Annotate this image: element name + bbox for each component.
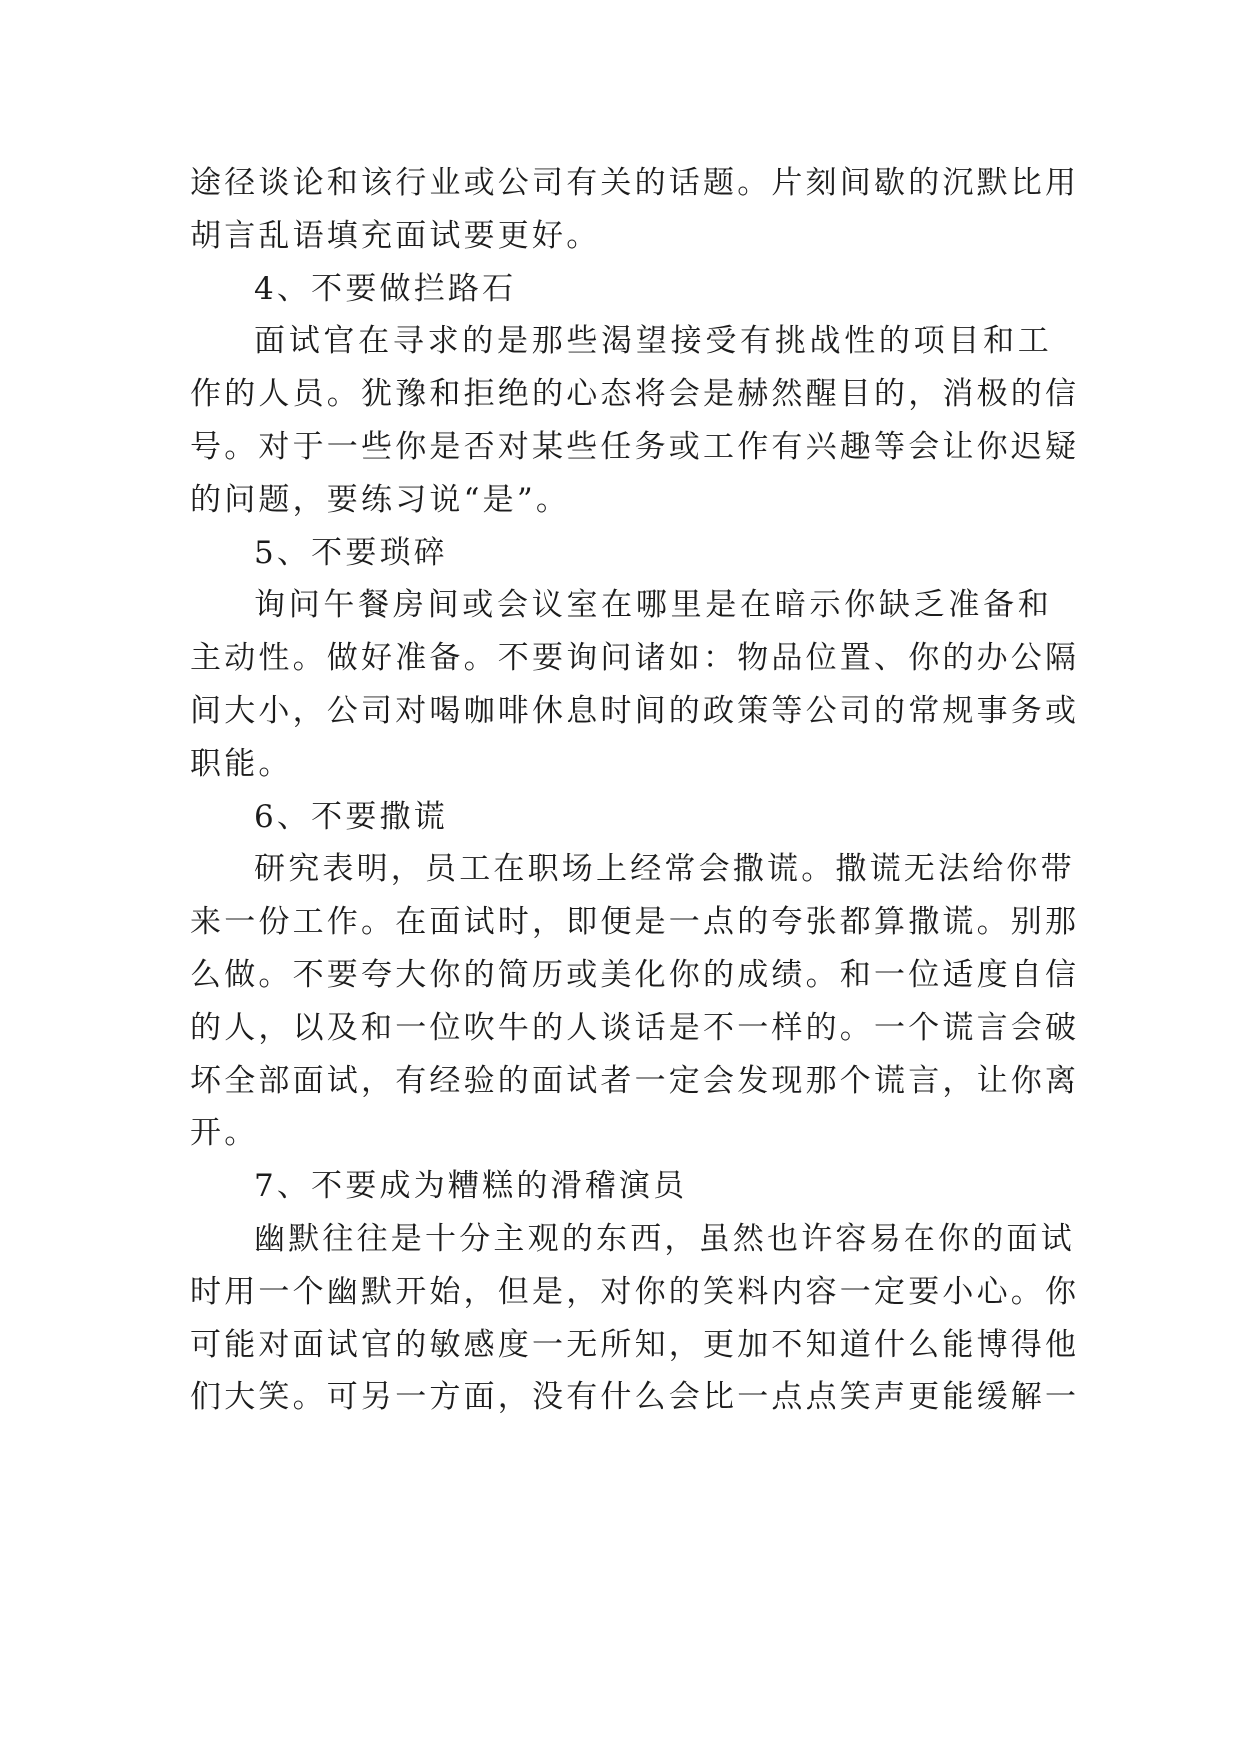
text-line: 途径谈论和该行业或公司有关的话题。片刻间歇的沉默比用	[190, 165, 1080, 201]
text-line: 么做。不要夸大你的简历或美化你的成绩。和一位适度自信	[190, 956, 1080, 993]
text-line: 来一份工作。在面试时，即便是一点的夸张都算撒谎。别那	[190, 904, 1080, 941]
section-heading: 6、不要撒谎	[254, 798, 448, 835]
text-line: 坏全部面试，有经验的面试者一定会发现那个谎言，让你离	[190, 1062, 1080, 1099]
section-heading: 7、不要成为糟糕的滑稽演员	[254, 1168, 688, 1205]
text-line: 询问午餐房间或会议室在哪里是在暗示你缺乏准备和	[254, 587, 1052, 624]
section-heading: 5、不要琐碎	[254, 534, 448, 571]
text-line: 可能对面试官的敏感度一无所知，更加不知道什么能博得他	[190, 1326, 1080, 1363]
text-line: 间大小，公司对喝咖啡休息时间的政策等公司的常规事务或	[190, 692, 1080, 729]
text-line: 研究表明，员工在职场上经常会撒谎。撒谎无法给你带	[254, 851, 1075, 888]
text-line: 号。对于一些你是否对某些任务或工作有兴趣等会让你迟疑	[190, 428, 1080, 465]
text-line: 们大笑。可另一方面，没有什么会比一点点笑声更能缓解一	[190, 1379, 1080, 1416]
text-line: 主动性。做好准备。不要询问诸如：物品位置、你的办公隔	[190, 640, 1080, 677]
text-line: 开。	[190, 1115, 259, 1152]
text-line: 的人，以及和一位吹牛的人谈话是不一样的。一个谎言会破	[190, 1009, 1080, 1046]
text-line: 幽默往往是十分主观的东西，虽然也许容易在你的面试	[254, 1220, 1075, 1257]
document-body	[190, 157, 1080, 1424]
text-line: 作的人员。犹豫和拒绝的心态将会是赫然醒目的，消极的信	[190, 376, 1080, 413]
text-line: 时用一个幽默开始，但是，对你的笑料内容一定要小心。你	[190, 1273, 1080, 1310]
text-line: 的问题，要练习说“是”。	[190, 481, 571, 518]
text-line: 职能。	[190, 745, 293, 782]
text-line: 胡言乱语填充面试要更好。	[190, 217, 601, 254]
section-heading: 4、不要做拦路石	[254, 270, 517, 307]
text-line: 面试官在寻求的是那些渴望接受有挑战性的项目和工	[254, 323, 1052, 360]
